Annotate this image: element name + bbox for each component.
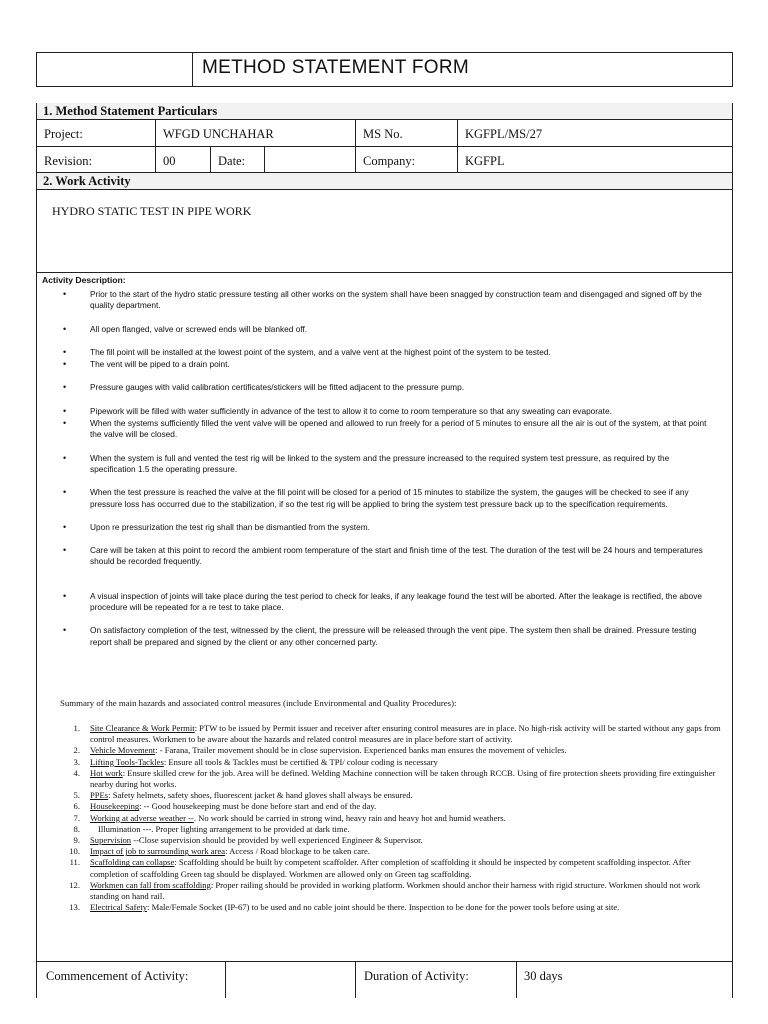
- activity-step: • The vent will be piped to a drain point.: [63, 359, 230, 370]
- hazards-summary: Summary of the main hazards and associated control measures (include Environmental and Quality Procedures):: [60, 698, 457, 708]
- project-value: WFGD UNCHAHAR: [163, 127, 274, 141]
- bullet-icon: •: [63, 382, 67, 393]
- bullet-icon: •: [63, 625, 67, 636]
- activity-description-label: Activity Description:: [42, 275, 126, 285]
- row-revision-divider-5: [457, 147, 458, 173]
- footer-row: [36, 961, 733, 962]
- bullet-icon: •: [63, 545, 67, 556]
- activity-step: • All open flanged, valve or screwed ends will be blanked off.: [63, 323, 308, 334]
- activity-steps-list: [45, 289, 717, 648]
- commencement-label: Commencement of Activity:: [46, 969, 189, 983]
- company-label: Company:: [363, 154, 416, 168]
- bullet-icon: •: [63, 346, 67, 357]
- hazards-list: [46, 723, 730, 913]
- bullet-icon: •: [63, 590, 67, 601]
- bullet-icon: •: [63, 405, 67, 416]
- activity-step: • Pressure gauges with valid calibration certificates/stickers will be fitted adjacent to the pressure pump.: [63, 382, 465, 393]
- commencement-value: [228, 966, 240, 972]
- row-project-divider-1: [155, 120, 156, 147]
- date-label: Date:: [218, 154, 246, 168]
- hazard-item: 3. Lifting Tools-Tackles: Ensure all tools & Tackles must be certified & TPI/ colour coding is necessary: [73, 756, 438, 767]
- activity-step: • On satisfactory completion of the test, witnessed by the client, the pressure will be released through the vent pipe. The system then shall be drained. Pressure testing report shall be prepared and signed by the client or any other concerned party.: [63, 625, 697, 647]
- hazard-item: 7. Working at adverse weather --. No work should be carried in strong wind, heavy rain and heavy hot and humid weathers.: [73, 812, 506, 823]
- row-revision-divider-3: [264, 147, 265, 173]
- activity-step: • Upon re pressurization the test rig shall than be dismantled from the system.: [63, 521, 370, 532]
- hazard-item: 9. Supervision --Close supervision should be provided by well experienced Engineer & Supervisor.: [73, 835, 423, 846]
- bullet-icon: •: [63, 452, 67, 463]
- activity-step: • Care will be taken at this point to record the ambient room temperature of the start and finish time of the test. The duration of the test will be 24 hours and temperatures should be recorded frequently.: [63, 545, 703, 567]
- hazard-item: 12. Workmen can fall from scaffolding: Proper railing should be provided in working platform. Workmen should anchor their harness with rigid structure. Workmen should not work standing on hand rail.: [69, 879, 701, 902]
- ms-no-label: MS No.: [363, 127, 403, 141]
- activity-step: • A visual inspection of joints will take place during the test period to check for leaks, if any leakage found the test will be aborted. After the leakage is rectified, the above procedure will be repeated for a re test to take place.: [63, 590, 703, 613]
- row-revision-divider-4: [355, 147, 356, 173]
- activity-step: • When the test pressure is reached the valve at the fill point will be closed for a period of 15 minutes to stabilize the system, the gauges will be checked to see if any pressure loss has occurred due to the stabilization, if so the test rig will be applied to bring the system test pressure back up to the specification requirements.: [63, 487, 689, 509]
- duration-value: 30 days: [524, 969, 563, 983]
- row-project-divider-3: [457, 120, 458, 147]
- activity-step: • When the system is full and vented the test rig will be linked to the system and the pressure increased to the required system test pressure, as required by the specification 1.5 the operating pressure.: [63, 452, 670, 474]
- ms-no-value: KGFPL/MS/27: [465, 127, 543, 141]
- footer-divider-1: [225, 961, 226, 998]
- hazard-item: 10. Impact of job to surrounding work area: Access / Road blockage to be taken care.: [69, 846, 370, 857]
- hazard-item: 4. Hot work: Ensure skilled crew for the job. Area will be defined. Welding Machine connection will be taken through RCCB. Using of fire protection sheets providing fire extinguisher nearby during hot works.: [73, 767, 716, 790]
- project-label: Project:: [44, 127, 83, 141]
- section2-heading: 2. Work Activity: [37, 173, 732, 190]
- revision-label: Revision:: [44, 154, 92, 168]
- bullet-icon: •: [63, 487, 67, 498]
- hazard-item: 6. Housekeeping: -- Good housekeeping must be done before start and end of the day.: [73, 801, 377, 812]
- hazard-item: 13. Electrical Safety: Male/Female Socket (IP-67) to be used and no cable joint should be there. Inspection to be done for the power tools before using at site.: [69, 902, 620, 913]
- row-revision-divider-1: [155, 147, 156, 173]
- footer-divider-2: [355, 961, 356, 998]
- hazard-item: 5. PPEs: Safety helmets, safety shoes, fluorescent jacket & hand gloves shall always be ensured.: [73, 790, 413, 801]
- activity-step: • The fill point will be installed at the lowest point of the system, and a valve vent at the highest point of the system to be tested.: [63, 346, 551, 357]
- activity-step: • Pipework will be filled with water sufficiently in advance of the test to allow it to come to room temperature so that any sweating can evaporate.: [63, 405, 612, 416]
- bullet-icon: •: [63, 521, 67, 532]
- bullet-icon: •: [63, 289, 67, 299]
- activity-step: • When the systems sufficiently filled the vent valve will be opened and allowed to run freely for a period of 5 minutes to ensure all the air is out of the system, at that point the valve will be closed.: [63, 418, 707, 440]
- section1-heading: 1. Method Statement Particulars: [37, 103, 732, 120]
- activity-step: • Prior to the start of the hydro static pressure testing all other works on the system shall have been snagged by construction team and disengaged and signed off by the quality department.: [63, 289, 702, 311]
- row-project-divider-2: [355, 120, 356, 147]
- bullet-icon: •: [63, 418, 67, 429]
- title-divider: [192, 52, 193, 87]
- bullet-icon: •: [63, 323, 67, 334]
- bullet-icon: •: [63, 359, 67, 370]
- hazard-item: 11. Scaffolding can collapse: Scaffolding should be built by competent scaffolder. After completion of scaffolding it should be inspected by competent scaffolding inspector. After completion of scaffolding Green tag should be displayed. Workmen are allowed only on Green tag scaffolding.: [69, 857, 691, 879]
- activity-title: HYDRO STATIC TEST IN PIPE WORK: [52, 204, 252, 218]
- activity-title-box: [36, 190, 733, 273]
- footer-divider-3: [516, 961, 517, 998]
- hazard-item: 8. Illumination ---. Proper lighting arrangement to be provided at dark time.: [73, 823, 350, 834]
- company-value: KGFPL: [465, 154, 505, 168]
- row-revision-divider-2: [210, 147, 211, 173]
- date-value: [266, 151, 278, 157]
- duration-label: Duration of Activity:: [364, 969, 469, 983]
- form-title: METHOD STATEMENT FORM: [202, 57, 470, 78]
- hazard-item: 1. Site Clearance & Work Permit: PTW to be issued by Permit issuer and receiver after ensuring control measures are in place. No high-risk activity will be started without any gaps from control measures. Workmen to be aware about the hazards and related control measures are in place before start of activity.: [73, 723, 721, 745]
- revision-value: 00: [163, 154, 176, 168]
- hazard-item: 2. Vehicle Movement: - Farana, Trailer movement should be in close supervision. Experienced banks man ensures the movement of vehicles.: [73, 745, 567, 756]
